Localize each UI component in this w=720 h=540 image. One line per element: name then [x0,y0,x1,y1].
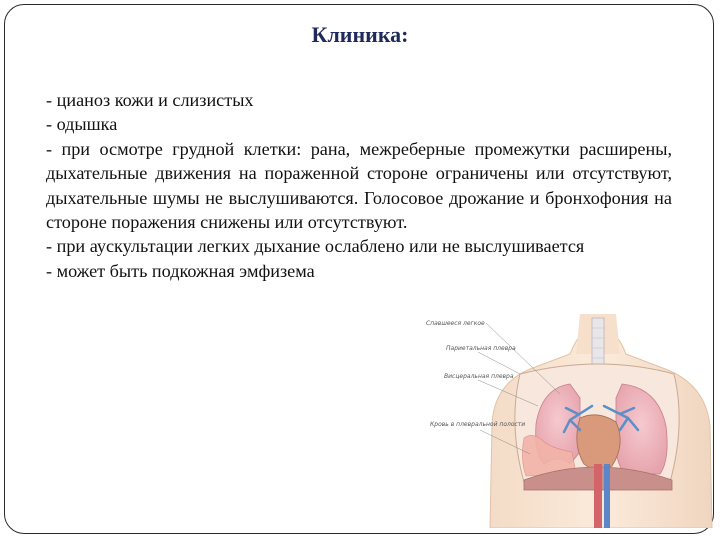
bullet-dyspnea: - одышка [46,114,118,135]
aorta [594,464,602,528]
slide-title: Клиника: [311,22,409,47]
bullet-cyanosis: - цианоз кожи и слизистых [46,90,254,110]
label-pleural-blood: Кровь в плевральной полости [430,421,526,428]
label-parietal-pleura: Париетальная плевра [446,345,516,352]
label-collapsed-lung: Спавшееся легкое [426,320,485,327]
bullet-emphysema: - может быть подкожная эмфизема [46,260,315,281]
slide-body [46,88,672,283]
label-visceral-pleura: Висцеральная плевра [444,373,514,380]
heart [577,415,620,470]
bullet-chest-exam: - при осмотре грудной клетки: рана, межреберные промежутки расширены, дыхательные движения на пораженной стороне ограничены или отсутствуют, дыхательные шумы не выслушиваются. Голосовое дрожание и бронхофония на стороне поражения снижены или отсутствуют. [46,138,672,233]
chest-anatomy-illustration [420,314,720,528]
vena-cava [604,464,610,528]
bullet-auscultation: - при аускультации легких дыхание ослаблено или не выслушивается [46,236,585,257]
